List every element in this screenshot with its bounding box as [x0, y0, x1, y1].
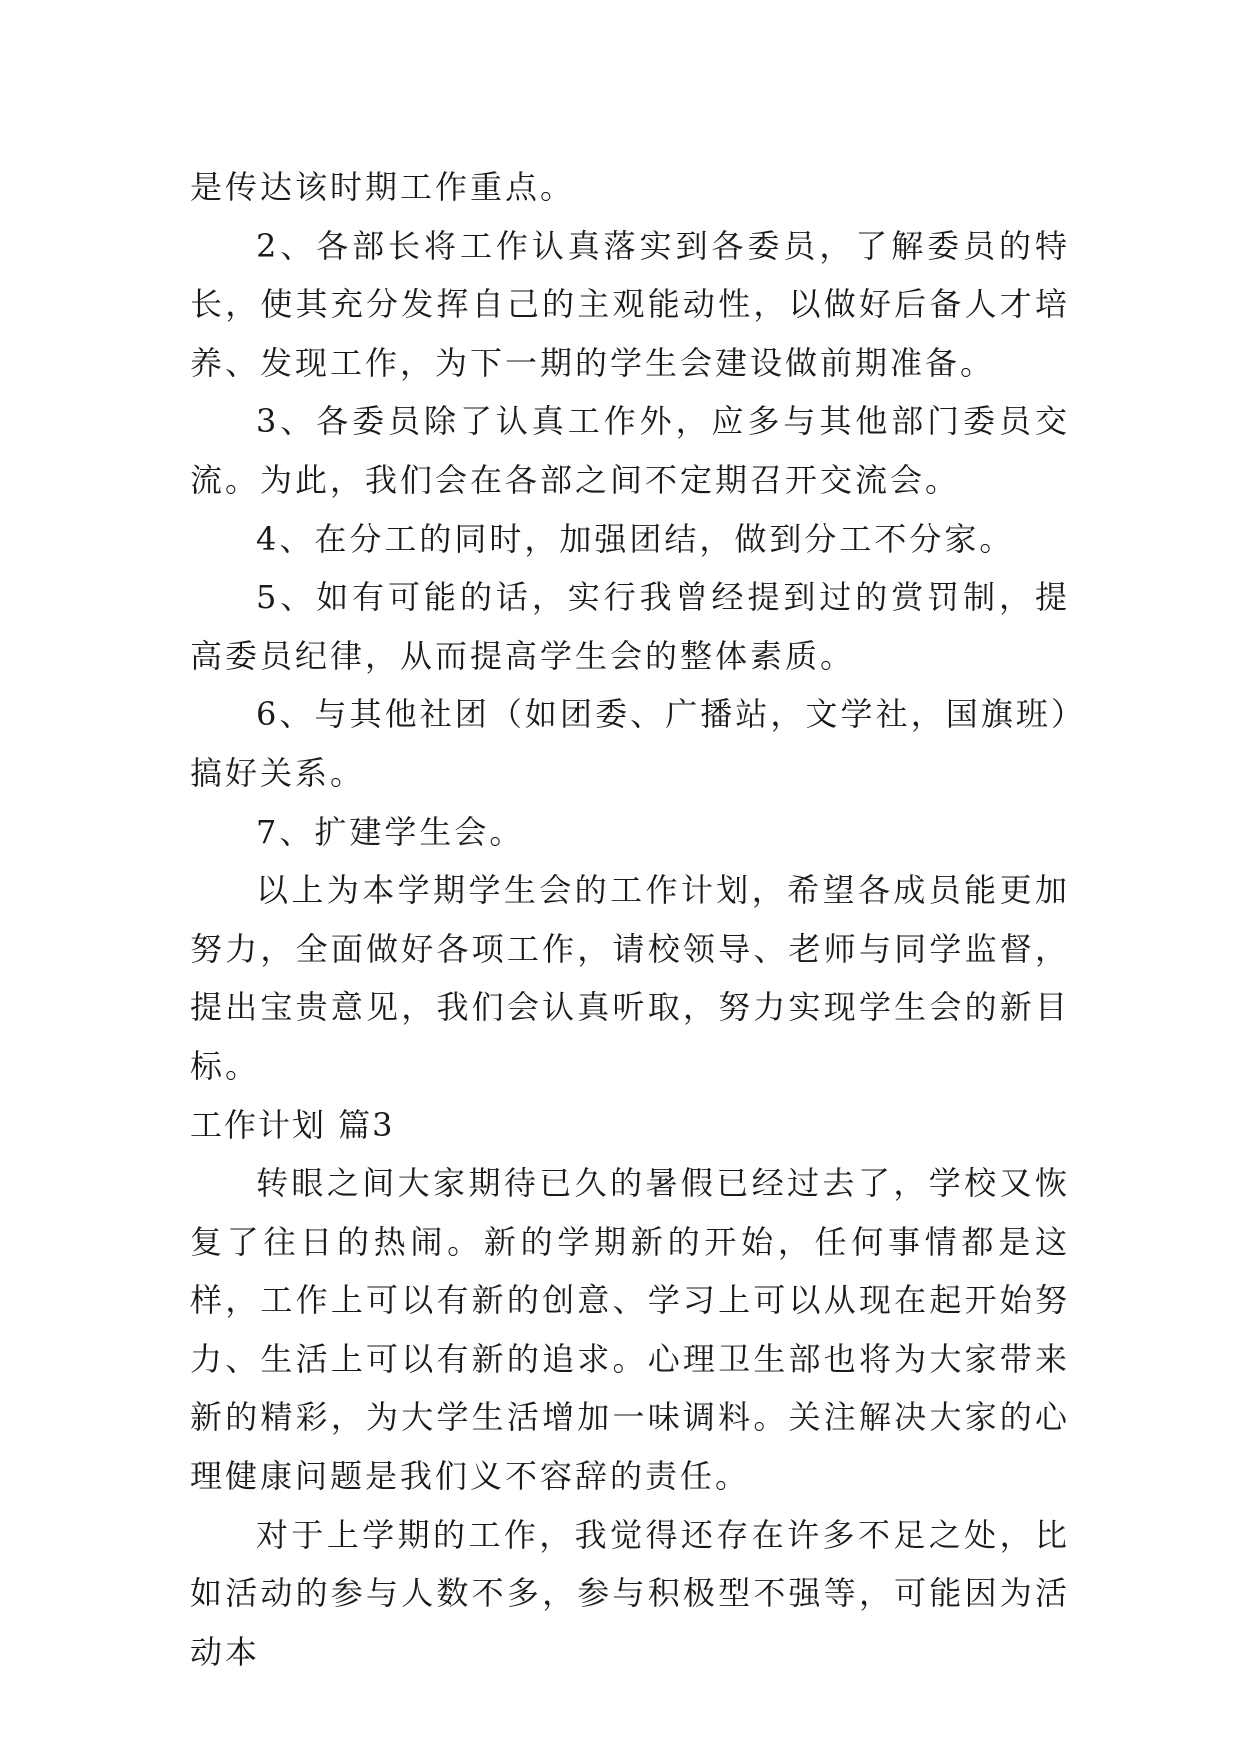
- paragraph: 转眼之间大家期待已久的暑假已经过去了，学校又恢复了往日的热闹。新的学期新的开始，任何事情都是这样，工作上可以有新的创意、学习上可以从现在起开始努力、生活上可以有新的追求。心理卫生部也将为大家带来新的精彩，为大学生活增加一味调料。关注解决大家的心理健康问题是我们义不容辞的责任。: [190, 1164, 1070, 1496]
- section-heading: 工作计划 篇3: [190, 1105, 395, 1144]
- paragraph: 对于上学期的工作，我觉得还存在许多不足之处，比如活动的参与人数不多，参与积极型不强等，可能因为活动本: [190, 1515, 1070, 1671]
- paragraph: 4、在分工的同时，加强团结，做到分工不分家。: [256, 519, 1015, 558]
- paragraph: 以上为本学期学生会的工作计划，希望各成员能更加努力，全面做好各项工作，请校领导、老师与同学监督，提出宝贵意见，我们会认真听取，努力实现学生会的新目标。: [190, 871, 1070, 1085]
- paragraph: 3、各委员除了认真工作外，应多与其他部门委员交流。为此，我们会在各部之间不定期召开交流会。: [190, 402, 1070, 499]
- paragraph: 6、与其他社团（如团委、广播站，文学社，国旗班）搞好关系。: [190, 695, 1070, 792]
- paragraph: 2、各部长将工作认真落实到各委员，了解委员的特长，使其充分发挥自己的主观能动性，以做好后备人才培养、发现工作，为下一期的学生会建设做前期准备。: [190, 226, 1070, 382]
- paragraph: 7、扩建学生会。: [256, 812, 525, 851]
- paragraph: 5、如有可能的话，实行我曾经提到过的赏罚制，提高委员纪律，从而提高学生会的整体素质。: [190, 578, 1070, 675]
- document-body: [190, 158, 1070, 1681]
- paragraph: 是传达该时期工作重点。: [190, 168, 576, 206]
